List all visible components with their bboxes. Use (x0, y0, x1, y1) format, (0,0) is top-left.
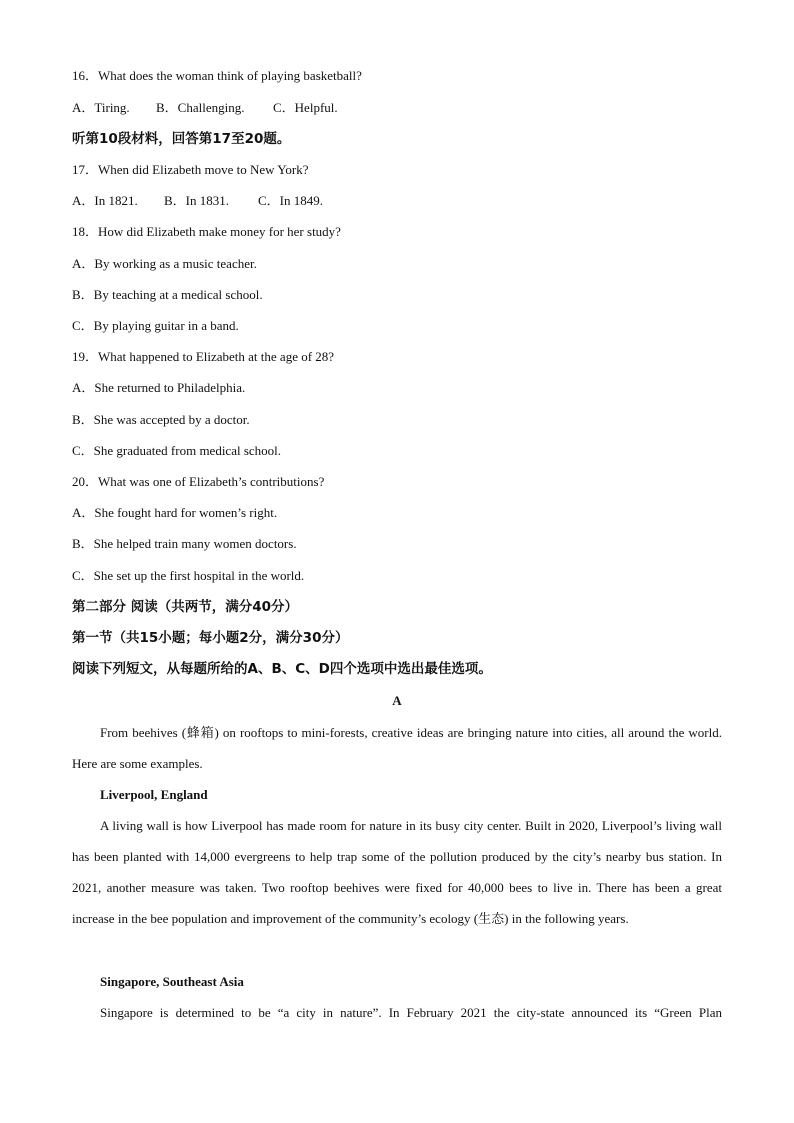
option-b: B．Challenging. (156, 100, 245, 115)
heading-singapore: Singapore, Southeast Asia (100, 974, 244, 989)
heading-liverpool: Liverpool, England (100, 787, 208, 802)
option-c: C．In 1849. (258, 193, 324, 208)
question-19-stem: 19．What happened to Elizabeth at the age of 28? (72, 349, 335, 364)
question-18-option-c: C．By playing guitar in a band. (72, 318, 239, 333)
question-17-options (72, 193, 323, 209)
option-b: B．In 1831. (164, 193, 230, 208)
question-20-option-c: C．She set up the first hospital in the world. (72, 568, 305, 583)
question-18-option-a: A．By working as a music teacher. (72, 256, 257, 271)
part-2-heading: 第二部分 阅读（共两节，满分40分） (72, 599, 298, 615)
question-19-option-a: A．She returned to Philadelphia. (72, 380, 246, 395)
paragraph-singapore: Singapore is determined to be “a city in nature”. In February 2021 the city-state announced its “Green Plan (100, 1005, 722, 1020)
passage-intro: From beehives (蜂箱) on rooftops to mini-forests, creative ideas are bringing nature into cities, all around the world. Here are some examples. (72, 725, 722, 771)
question-19-option-c: C．She graduated from medical school. (72, 443, 282, 458)
question-20-option-a: A．She fought hard for women’s right. (72, 505, 278, 520)
question-17-stem: 17．When did Elizabeth move to New York? (72, 162, 309, 177)
passage-label: A (392, 693, 402, 708)
question-18-option-b: B．By teaching at a medical school. (72, 287, 263, 302)
option-a: A．In 1821. (72, 193, 138, 208)
question-20-stem: 20．What was one of Elizabeth’s contributions? (72, 474, 325, 489)
option-c: C．Helpful. (273, 100, 338, 115)
question-19-option-b: B．She was accepted by a doctor. (72, 412, 250, 427)
section-10-heading: 听第10段材料，回答第17至20题。 (72, 131, 291, 147)
question-16-stem: 16．What does the woman think of playing basketball? (72, 68, 362, 83)
question-18-stem: 18．How did Elizabeth make money for her study? (72, 224, 341, 239)
instruction-text: 阅读下列短文，从每题所给的A、B、C、D四个选项中选出最佳选项。 (72, 661, 492, 677)
option-a: A．Tiring. (72, 100, 130, 115)
section-1-heading: 第一节（共15小题；每小题2分，满分30分） (72, 630, 349, 646)
paragraph-liverpool: A living wall is how Liverpool has made room for nature in its busy city center. Built in 2020, Liverpool’s living wall has been planted with 14,000 evergreens to help trap some of the pollution produced by the city’s nearby bus station. In 2021, another measure was taken. Two rooftop beehives were fixed for 40,000 bees to live in. There has been a great increase in the bee population and improvement of the community’s ecology (生态) in the following years. (72, 818, 722, 926)
question-20-option-b: B．She helped train many women doctors. (72, 536, 297, 551)
question-16-options (72, 100, 338, 116)
